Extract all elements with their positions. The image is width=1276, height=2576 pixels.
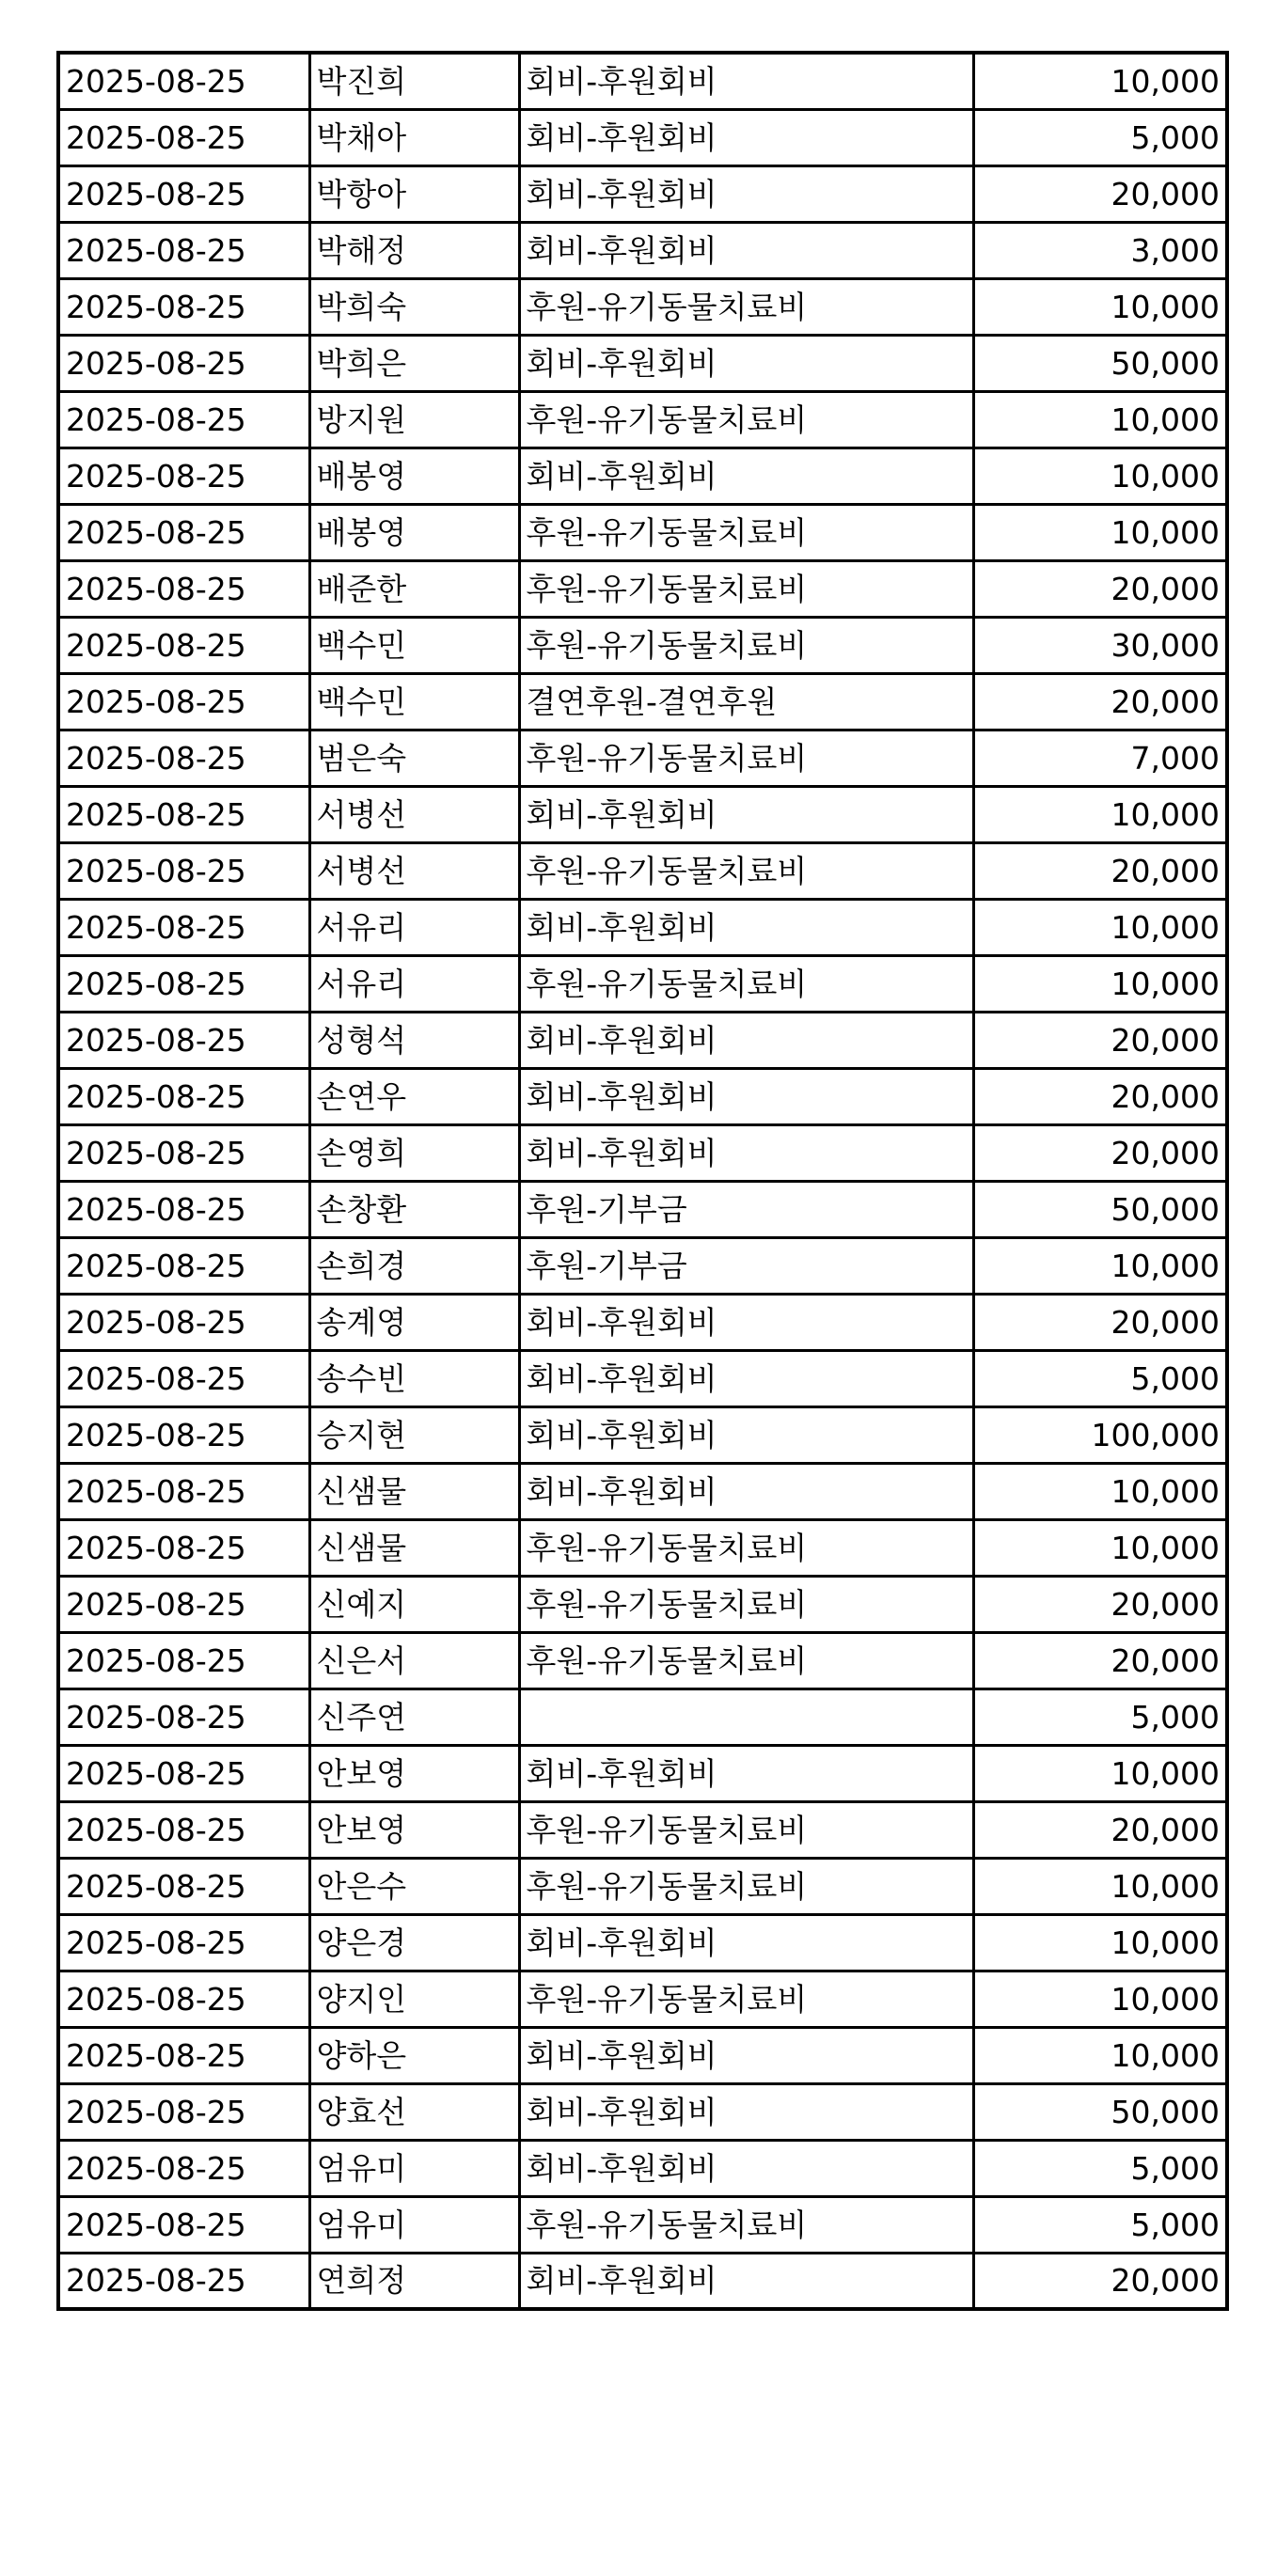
cell-donor-name: 안보영 — [309, 1745, 519, 1801]
cell-amount: 20,000 — [973, 673, 1227, 730]
cell-amount: 20,000 — [973, 1801, 1227, 1858]
cell-amount: 50,000 — [973, 335, 1227, 391]
cell-amount: 5,000 — [973, 2140, 1227, 2196]
table-row — [58, 1124, 1227, 1181]
table-row — [58, 842, 1227, 899]
cell-category: 회비-후원회비 — [519, 1124, 973, 1181]
table-row — [58, 1858, 1227, 1914]
cell-date: 2025-08-25 — [58, 1068, 309, 1124]
cell-donor-name: 서유리 — [309, 955, 519, 1012]
cell-amount: 20,000 — [973, 1012, 1227, 1068]
cell-category: 후원-유기동물치료비 — [519, 1632, 973, 1689]
cell-category: 회비-후원회비 — [519, 1068, 973, 1124]
cell-amount: 10,000 — [973, 391, 1227, 448]
cell-date: 2025-08-25 — [58, 786, 309, 842]
cell-amount: 20,000 — [973, 1068, 1227, 1124]
cell-donor-name: 승지현 — [309, 1406, 519, 1463]
cell-amount: 10,000 — [973, 2027, 1227, 2083]
cell-amount: 20,000 — [973, 1294, 1227, 1350]
cell-amount: 20,000 — [973, 165, 1227, 222]
cell-category: 후원-유기동물치료비 — [519, 1576, 973, 1632]
cell-category: 회비-후원회비 — [519, 1745, 973, 1801]
cell-donor-name: 손영희 — [309, 1124, 519, 1181]
table-row — [58, 2083, 1227, 2140]
cell-category: 후원-유기동물치료비 — [519, 955, 973, 1012]
cell-category: 후원-유기동물치료비 — [519, 560, 973, 617]
cell-donor-name: 방지원 — [309, 391, 519, 448]
cell-donor-name: 양은경 — [309, 1914, 519, 1971]
table-row — [58, 2027, 1227, 2083]
cell-category: 후원-기부금 — [519, 1181, 973, 1237]
cell-category: 후원-유기동물치료비 — [519, 842, 973, 899]
cell-donor-name: 신예지 — [309, 1576, 519, 1632]
cell-category: 결연후원-결연후원 — [519, 673, 973, 730]
cell-donor-name: 배봉영 — [309, 504, 519, 560]
cell-date: 2025-08-25 — [58, 1350, 309, 1406]
table-row — [58, 673, 1227, 730]
cell-date: 2025-08-25 — [58, 2140, 309, 2196]
ledger-body — [58, 53, 1227, 2309]
table-row — [58, 617, 1227, 673]
cell-date: 2025-08-25 — [58, 1745, 309, 1801]
cell-date: 2025-08-25 — [58, 109, 309, 165]
cell-donor-name: 엄유미 — [309, 2196, 519, 2253]
cell-date: 2025-08-25 — [58, 1858, 309, 1914]
table-row — [58, 1632, 1227, 1689]
cell-donor-name: 박희은 — [309, 335, 519, 391]
cell-amount: 10,000 — [973, 1745, 1227, 1801]
cell-donor-name: 연희정 — [309, 2253, 519, 2309]
cell-date: 2025-08-25 — [58, 278, 309, 335]
cell-category: 회비-후원회비 — [519, 2253, 973, 2309]
cell-category: 후원-기부금 — [519, 1237, 973, 1294]
cell-date: 2025-08-25 — [58, 730, 309, 786]
cell-category: 회비-후원회비 — [519, 53, 973, 109]
cell-date: 2025-08-25 — [58, 1689, 309, 1745]
cell-amount: 10,000 — [973, 1914, 1227, 1971]
cell-donor-name: 서유리 — [309, 899, 519, 955]
cell-date: 2025-08-25 — [58, 1181, 309, 1237]
cell-date: 2025-08-25 — [58, 1971, 309, 2027]
cell-donor-name: 박해정 — [309, 222, 519, 278]
cell-category: 회비-후원회비 — [519, 448, 973, 504]
cell-amount: 5,000 — [973, 109, 1227, 165]
cell-donor-name: 박진희 — [309, 53, 519, 109]
cell-date: 2025-08-25 — [58, 222, 309, 278]
cell-amount: 5,000 — [973, 2196, 1227, 2253]
cell-date: 2025-08-25 — [58, 2196, 309, 2253]
cell-date: 2025-08-25 — [58, 673, 309, 730]
cell-date: 2025-08-25 — [58, 560, 309, 617]
cell-date: 2025-08-25 — [58, 1519, 309, 1576]
cell-category: 회비-후원회비 — [519, 2140, 973, 2196]
table-row — [58, 335, 1227, 391]
cell-date: 2025-08-25 — [58, 1914, 309, 1971]
cell-date: 2025-08-25 — [58, 2083, 309, 2140]
cell-date: 2025-08-25 — [58, 1124, 309, 1181]
table-row — [58, 1068, 1227, 1124]
table-row — [58, 2253, 1227, 2309]
cell-date: 2025-08-25 — [58, 1406, 309, 1463]
table-row — [58, 1914, 1227, 1971]
cell-amount: 10,000 — [973, 448, 1227, 504]
cell-amount: 10,000 — [973, 1463, 1227, 1519]
cell-amount: 10,000 — [973, 1971, 1227, 2027]
cell-category — [519, 1689, 973, 1745]
cell-category: 회비-후원회비 — [519, 1406, 973, 1463]
cell-amount: 100,000 — [973, 1406, 1227, 1463]
cell-category: 회비-후원회비 — [519, 109, 973, 165]
table-row — [58, 504, 1227, 560]
cell-donor-name: 신은서 — [309, 1632, 519, 1689]
table-row — [58, 278, 1227, 335]
cell-donor-name: 안은수 — [309, 1858, 519, 1914]
cell-amount: 10,000 — [973, 1237, 1227, 1294]
cell-date: 2025-08-25 — [58, 53, 309, 109]
cell-donor-name: 양지인 — [309, 1971, 519, 2027]
cell-category: 후원-유기동물치료비 — [519, 391, 973, 448]
table-row — [58, 2196, 1227, 2253]
cell-date: 2025-08-25 — [58, 448, 309, 504]
cell-category: 후원-유기동물치료비 — [519, 617, 973, 673]
cell-date: 2025-08-25 — [58, 391, 309, 448]
cell-donor-name: 성형석 — [309, 1012, 519, 1068]
cell-donor-name: 양효선 — [309, 2083, 519, 2140]
donation-ledger-table — [56, 51, 1229, 2311]
cell-date: 2025-08-25 — [58, 1237, 309, 1294]
cell-category: 후원-유기동물치료비 — [519, 1519, 973, 1576]
table-row — [58, 730, 1227, 786]
cell-category: 후원-유기동물치료비 — [519, 1858, 973, 1914]
cell-amount: 50,000 — [973, 2083, 1227, 2140]
cell-category: 회비-후원회비 — [519, 2027, 973, 2083]
cell-amount: 10,000 — [973, 786, 1227, 842]
cell-category: 후원-유기동물치료비 — [519, 2196, 973, 2253]
cell-amount: 7,000 — [973, 730, 1227, 786]
table-row — [58, 899, 1227, 955]
cell-amount: 20,000 — [973, 1632, 1227, 1689]
cell-donor-name: 서병선 — [309, 842, 519, 899]
cell-date: 2025-08-25 — [58, 1294, 309, 1350]
cell-donor-name: 양하은 — [309, 2027, 519, 2083]
cell-donor-name: 신샘물 — [309, 1463, 519, 1519]
cell-category: 회비-후원회비 — [519, 165, 973, 222]
table-row — [58, 165, 1227, 222]
table-row — [58, 1294, 1227, 1350]
cell-category: 후원-유기동물치료비 — [519, 504, 973, 560]
cell-donor-name: 엄유미 — [309, 2140, 519, 2196]
cell-date: 2025-08-25 — [58, 1632, 309, 1689]
cell-amount: 10,000 — [973, 504, 1227, 560]
cell-amount: 10,000 — [973, 278, 1227, 335]
table-row — [58, 1406, 1227, 1463]
cell-donor-name: 안보영 — [309, 1801, 519, 1858]
cell-amount: 5,000 — [973, 1689, 1227, 1745]
cell-date: 2025-08-25 — [58, 955, 309, 1012]
cell-donor-name: 손희경 — [309, 1237, 519, 1294]
cell-donor-name: 손창환 — [309, 1181, 519, 1237]
cell-date: 2025-08-25 — [58, 1012, 309, 1068]
cell-date: 2025-08-25 — [58, 1801, 309, 1858]
cell-amount: 10,000 — [973, 899, 1227, 955]
cell-category: 회비-후원회비 — [519, 1012, 973, 1068]
cell-amount: 10,000 — [973, 53, 1227, 109]
cell-donor-name: 배봉영 — [309, 448, 519, 504]
cell-donor-name: 범은숙 — [309, 730, 519, 786]
cell-amount: 20,000 — [973, 1124, 1227, 1181]
cell-category: 회비-후원회비 — [519, 222, 973, 278]
table-row — [58, 109, 1227, 165]
cell-category: 후원-유기동물치료비 — [519, 730, 973, 786]
table-row — [58, 53, 1227, 109]
cell-date: 2025-08-25 — [58, 1463, 309, 1519]
cell-date: 2025-08-25 — [58, 1576, 309, 1632]
table-row — [58, 1689, 1227, 1745]
cell-date: 2025-08-25 — [58, 504, 309, 560]
table-row — [58, 560, 1227, 617]
cell-category: 회비-후원회비 — [519, 1350, 973, 1406]
table-row — [58, 1350, 1227, 1406]
table-row — [58, 1971, 1227, 2027]
cell-date: 2025-08-25 — [58, 165, 309, 222]
cell-donor-name: 배준한 — [309, 560, 519, 617]
table-row — [58, 448, 1227, 504]
cell-amount: 20,000 — [973, 2253, 1227, 2309]
table-row — [58, 786, 1227, 842]
cell-date: 2025-08-25 — [58, 2027, 309, 2083]
cell-category: 회비-후원회비 — [519, 335, 973, 391]
table-row — [58, 391, 1227, 448]
cell-donor-name: 박희숙 — [309, 278, 519, 335]
table-row — [58, 222, 1227, 278]
table-row — [58, 1745, 1227, 1801]
cell-category: 회비-후원회비 — [519, 1294, 973, 1350]
cell-category: 후원-유기동물치료비 — [519, 1801, 973, 1858]
table-row — [58, 1801, 1227, 1858]
table-row — [58, 955, 1227, 1012]
table-row — [58, 1463, 1227, 1519]
cell-donor-name: 서병선 — [309, 786, 519, 842]
cell-donor-name: 박채아 — [309, 109, 519, 165]
cell-donor-name: 백수민 — [309, 617, 519, 673]
cell-category: 회비-후원회비 — [519, 2083, 973, 2140]
cell-amount: 50,000 — [973, 1181, 1227, 1237]
cell-date: 2025-08-25 — [58, 842, 309, 899]
cell-category: 회비-후원회비 — [519, 786, 973, 842]
cell-category: 후원-유기동물치료비 — [519, 1971, 973, 2027]
cell-date: 2025-08-25 — [58, 899, 309, 955]
cell-amount: 10,000 — [973, 1858, 1227, 1914]
cell-donor-name: 백수민 — [309, 673, 519, 730]
cell-amount: 20,000 — [973, 1576, 1227, 1632]
cell-donor-name: 손연우 — [309, 1068, 519, 1124]
cell-donor-name: 송수빈 — [309, 1350, 519, 1406]
cell-category: 회비-후원회비 — [519, 1463, 973, 1519]
table-row — [58, 1181, 1227, 1237]
cell-donor-name: 박항아 — [309, 165, 519, 222]
cell-amount: 3,000 — [973, 222, 1227, 278]
cell-donor-name: 신샘물 — [309, 1519, 519, 1576]
cell-amount: 20,000 — [973, 842, 1227, 899]
table-row — [58, 1519, 1227, 1576]
cell-date: 2025-08-25 — [58, 2253, 309, 2309]
cell-amount: 20,000 — [973, 560, 1227, 617]
cell-amount: 10,000 — [973, 955, 1227, 1012]
table-row — [58, 1012, 1227, 1068]
cell-donor-name: 신주연 — [309, 1689, 519, 1745]
cell-donor-name: 송계영 — [309, 1294, 519, 1350]
table-row — [58, 1237, 1227, 1294]
cell-amount: 5,000 — [973, 1350, 1227, 1406]
cell-category: 회비-후원회비 — [519, 1914, 973, 1971]
cell-category: 회비-후원회비 — [519, 899, 973, 955]
table-row — [58, 1576, 1227, 1632]
cell-category: 후원-유기동물치료비 — [519, 278, 973, 335]
cell-amount: 10,000 — [973, 1519, 1227, 1576]
cell-date: 2025-08-25 — [58, 617, 309, 673]
cell-amount: 30,000 — [973, 617, 1227, 673]
cell-date: 2025-08-25 — [58, 335, 309, 391]
table-row — [58, 2140, 1227, 2196]
